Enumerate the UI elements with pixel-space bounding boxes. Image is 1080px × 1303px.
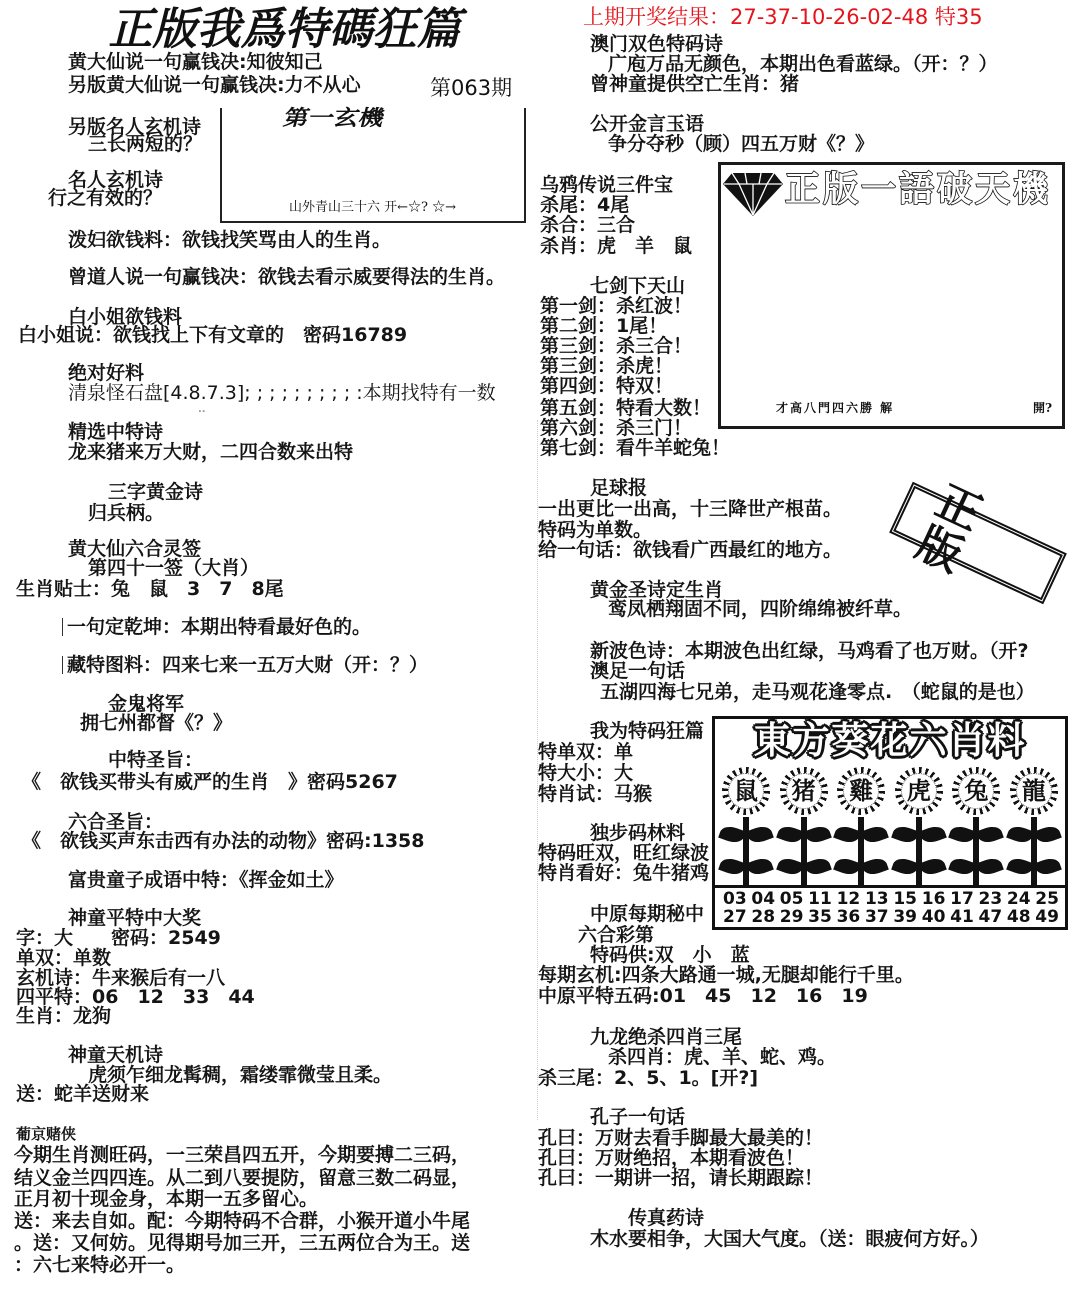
leaf-icon [977, 823, 1005, 845]
bai-xiaojie-title: 白小姐欲钱料 [68, 306, 183, 328]
dubu-title: 独步码林料 [590, 822, 686, 844]
leaf-icon [861, 823, 889, 845]
stem [916, 817, 922, 888]
lingban-poem-title: 另版名人玄机诗 [68, 116, 202, 138]
authentic-stamp: 正版 [889, 482, 1067, 605]
leaf-icon [891, 823, 919, 845]
qijian-line: 第二剑：1尾！ [540, 315, 668, 337]
lingban-poem-text: 三长两短的？ [88, 133, 203, 155]
number-cell: 37 [864, 907, 889, 927]
number-cell: 35 [808, 907, 832, 927]
number-cell: 49 [1035, 907, 1059, 927]
shentong-tianji-title: 神童天机诗 [68, 1044, 164, 1066]
number-cell: 40 [921, 907, 946, 927]
yiyu-box-footer-left: 才高八門四六勝 解 [776, 401, 895, 415]
qijian-line: 第七剑：看牛羊蛇兔！ [540, 437, 731, 459]
shentong-pingte-line: 玄机诗：牛来猴后有一八 [16, 967, 226, 989]
scan-bar [62, 618, 63, 636]
number-cell: 04 [751, 889, 776, 909]
kongzi-line: 孔曰：万财去看手脚最大最美的！ [538, 1127, 824, 1149]
kongzi-title: 孔子一句话 [590, 1106, 686, 1128]
wuya-line: 杀肖：虎 羊 鼠 [540, 235, 693, 257]
jinyan-text: 争分夺秒（顾）四五万财《？》 [608, 133, 875, 155]
huang-daxian-line-2: 另版黄大仙说一句赢钱决:力不从心 [68, 74, 361, 96]
number-cell: 13 [864, 889, 889, 909]
sunflower [776, 761, 832, 888]
sanzi-text: 归兵柄。 [88, 502, 165, 524]
aomen-kongwang: 曾神童提供空亡生肖：猪 [590, 73, 800, 95]
yiju-line [62, 617, 371, 637]
shentong-tianji-text: 虎须乍细龙髯稠，霜缕霏微莹且柔。 [88, 1064, 393, 1086]
wuya-title: 乌鸦传说三件宝 [540, 174, 674, 196]
sunflower [891, 761, 947, 888]
kuihua-numbers [715, 885, 1065, 927]
qijian-line: 第五剑：特看大数！ [540, 397, 712, 419]
qijian-line: 第一剑：杀红波！ [540, 295, 693, 317]
number-cell: 25 [1035, 889, 1059, 909]
lingqian-tips: 生肖贴士：兔 鼠 3 7 8尾 [16, 578, 284, 600]
number-cell: 03 [723, 889, 747, 909]
zhongyuan-title-1: 中原每期秘中 [590, 903, 705, 925]
jingui-title: 金鬼将军 [108, 693, 185, 715]
aozu-text: 五湖四海七兄弟，走马观花逢零点. （蛇鼠的是也） [600, 681, 1035, 703]
leaf-icon [718, 823, 746, 845]
zodiac-char: 兔 [958, 773, 994, 809]
kuangpian-line: 特单双：单 [538, 741, 634, 763]
sunflower-head-icon [837, 767, 885, 815]
fugui-line: 富贵童子成语中特：《挥金如土》 [68, 869, 344, 891]
leaf-icon [804, 823, 832, 845]
sunflower-head-icon [722, 767, 770, 815]
leaf-icon [919, 823, 947, 845]
sunflower-head-icon [895, 767, 943, 815]
number-cell: 24 [1006, 889, 1031, 909]
chuanzhen-title: 传真药诗 [628, 1207, 705, 1229]
qijian-title: 七剑下天山 [590, 275, 686, 297]
number-cell: 36 [836, 907, 861, 927]
leaf-icon [1006, 823, 1034, 845]
huang-daxian-line-1: 黄大仙说一句赢钱决:知彼知己 [68, 51, 323, 73]
zuqiu-line: 一出更比一出高，十三降世产根苗。 [538, 498, 843, 520]
leaf-icon [949, 855, 977, 877]
haoliao-title: 绝对好料 [68, 362, 145, 384]
stem [1031, 817, 1037, 888]
number-cell: 12 [836, 889, 861, 909]
leaf-icon [861, 855, 889, 877]
jinyan-title: 公开金言玉语 [590, 113, 705, 135]
kuangpian-line: 特肖试：马猴 [538, 783, 653, 805]
sunflower [718, 761, 774, 888]
shentong-pingte-line: 单双：单数 [16, 947, 112, 969]
liuhe-shengzhi-title: 六合圣旨： [68, 811, 164, 833]
shentong-pingte-line: 四平特：06 12 33 44 [16, 986, 255, 1008]
pujing-title: 葡京赌侠 [16, 1125, 77, 1143]
shentong-pingte-title: 神童平特中大奖 [68, 907, 202, 929]
pujing-line: ：六七来特必开一。 [14, 1254, 186, 1276]
stem [858, 817, 864, 888]
leaf-icon [833, 823, 861, 845]
kongzi-line: 孔曰：万财绝招，本期看波色！ [538, 1147, 805, 1169]
aomen-text: 广庖万品无颜色，本期出色看蓝绿。（开：？） [608, 53, 998, 75]
pujing-line: 正月初十现金身，本期一五多留心。 [14, 1188, 319, 1210]
haoliao-dots: .. [198, 404, 206, 415]
shentong-pingte-line: 生肖：龙狗 [16, 1005, 112, 1027]
kuangpian-title: 我为特码狂篇 [590, 720, 705, 742]
number-cell: 15 [893, 889, 918, 909]
famous-poem-text: 行之有效的？ [48, 187, 163, 209]
huangjin-text: 鸾凤栖翔固不同，四阶绵绵被纤草。 [608, 598, 913, 620]
leaf-icon [776, 855, 804, 877]
zhongyuan-line: 中原平特五码:01 45 12 16 19 [538, 985, 868, 1007]
jingxuan-text: 龙来猪来万大财，二四合数来出特 [68, 441, 354, 463]
kuihua-six-zodiac-box [712, 716, 1068, 930]
sunflower-head-icon [952, 767, 1000, 815]
leaf-icon [746, 823, 774, 845]
haoliao-text: 清泉怪石盘[4.8.7.3]; ; ; ; ; ; ; ; ; :本期找特有一数 [68, 382, 496, 404]
yiyu-box-title: 正版一語破天機 [785, 169, 1052, 210]
pofu-line: 泼妇欲钱料：欲钱找笑骂由人的生肖。 [68, 229, 392, 251]
xuanji-box-title: 第一玄機 [281, 105, 388, 130]
yiju-text: 一句定乾坤：本期出特看最好色的。 [67, 616, 372, 638]
cangte-line [62, 655, 428, 675]
number-cell: 11 [808, 889, 832, 909]
jiulong-kill-zodiac: 杀四肖：虎、羊、蛇、鸡。 [608, 1046, 837, 1068]
leaf-icon [1034, 855, 1062, 877]
bai-xiaojie-text: 白小姐说：欲钱找上下有文章的 密码16789 [18, 324, 408, 346]
leaf-icon [977, 855, 1005, 877]
leaf-icon [919, 855, 947, 877]
wuya-line: 杀尾：4尾 [540, 194, 630, 216]
pujing-line: 。送：又何妨。见得期号加三开，三五两位合为王。送 [14, 1232, 471, 1254]
scan-bar [62, 656, 63, 674]
number-cell: 29 [779, 907, 804, 927]
number-cell: 41 [950, 907, 974, 927]
qijian-line: 第六剑：杀三门！ [540, 417, 693, 439]
number-cell: 23 [978, 889, 1003, 909]
dubu-line: 特码旺双，旺红绿波 [538, 842, 710, 864]
numbers-row-2 [723, 908, 1059, 926]
aomen-title: 澳门双色特码诗 [590, 33, 724, 55]
pujing-line: 今期生肖测旺码，一三荣昌四五开，今期要搏二三码， [14, 1144, 471, 1166]
leaf-icon [833, 855, 861, 877]
kuangpian-line: 特大小：大 [538, 762, 634, 784]
number-cell: 27 [723, 907, 747, 927]
yiyu-potianji-box [718, 162, 1065, 429]
leaf-icon [776, 823, 804, 845]
cangte-text: 藏特图料：四来七来一五万大财（开：？） [67, 654, 429, 676]
sanzi-title: 三字黄金诗 [108, 481, 204, 503]
qijian-line: 第三剑：杀三合！ [540, 335, 693, 357]
lingqian-sign: 第四十一签（大肖） [88, 557, 260, 579]
leaf-icon [804, 855, 832, 877]
pujing-line: 结义金兰四四连。从二到八要提防，留意三数二码显， [14, 1167, 471, 1189]
jiulong-kill-tail: 杀三尾：2、5、1。[开?] [538, 1067, 759, 1089]
zeng-daoren-line: 曾道人说一句赢钱决：欲钱去看示威要得法的生肖。 [68, 266, 506, 288]
qijian-line: 第三剑：杀虎！ [540, 355, 674, 377]
diamond-icon [723, 169, 783, 217]
zodiac-char: 鼠 [728, 773, 764, 809]
zodiac-char: 虎 [901, 773, 937, 809]
zodiac-char: 猪 [786, 773, 822, 809]
famous-poem-title: 名人玄机诗 [68, 169, 164, 191]
zhongyuan-line: 每期玄机:四条大路通一城,无腿却能行千里。 [538, 964, 914, 986]
qijian-line: 第四剑：特双！ [540, 375, 674, 397]
sunflower [948, 761, 1004, 888]
chuanzhen-text: 木水要相争，大国大气度。（送：眼疲何方好。） [590, 1228, 990, 1250]
sunflower [1006, 761, 1062, 888]
kongzi-line: 孔曰：一期讲一招，请长期跟踪！ [538, 1167, 824, 1189]
last-draw-result: 上期开奖结果：27-37-10-26-02-48 特35 [583, 5, 983, 29]
wuya-line: 杀合：三合 [540, 214, 636, 236]
leaf-icon [1006, 855, 1034, 877]
kuihua-box-title: 東方葵花六肖料 [753, 719, 1027, 762]
zuqiu-title: 足球报 [590, 477, 648, 499]
zhongyuan-title-2: 六合彩第 [578, 924, 655, 946]
number-cell: 05 [779, 889, 804, 909]
stem [801, 817, 807, 888]
page-title: 正版我爲特碼狂篇 [105, 4, 471, 55]
zuqiu-line: 特码为单数。 [538, 519, 653, 541]
number-cell: 47 [978, 907, 1003, 927]
stem [743, 817, 749, 888]
leaf-icon [718, 855, 746, 877]
huangjin-title: 黄金圣诗定生肖 [590, 579, 724, 601]
leaf-icon [1034, 823, 1062, 845]
jingxuan-title: 精选中特诗 [68, 421, 164, 443]
zodiac-char: 雞 [843, 773, 879, 809]
issue-number: 第063期 [430, 76, 513, 100]
lingqian-title: 黄大仙六合灵签 [68, 538, 202, 560]
leaf-icon [891, 855, 919, 877]
aozu-title: 澳足一句话 [590, 660, 686, 682]
pujing-line: 送：来去自如。配：今期特码不合群，小猴开道小牛尾 [14, 1210, 471, 1232]
xuanji-box-footer: 山外青山三十六 开←☆? ☆→ [289, 200, 457, 215]
liuhe-shengzhi-text: 《 欲钱买声东击西有办法的动物》密码:1358 [22, 830, 425, 852]
number-cell: 48 [1006, 907, 1031, 927]
dubu-line: 特肖看好：兔牛猪鸡 [538, 862, 710, 884]
zhongte-shengzhi-text: 《 欲钱买带头有威严的生肖 》密码5267 [22, 771, 398, 793]
xuanji-box [220, 105, 526, 223]
zuqiu-line: 给一句话：欲钱看广西最红的地方。 [538, 539, 843, 561]
sunflower [833, 761, 889, 888]
jingui-text: 拥七州都督《？》 [80, 712, 233, 734]
leaf-icon [746, 855, 774, 877]
number-cell: 17 [950, 889, 974, 909]
xinbo-line: 新波色诗：本期波色出红绿，马鸡看了也万财。（开? [590, 640, 1029, 662]
stem [973, 817, 979, 888]
numbers-row-1 [723, 890, 1059, 908]
leaf-icon [949, 823, 977, 845]
number-cell: 39 [893, 907, 918, 927]
sunflower-head-icon [780, 767, 828, 815]
shentong-pingte-line: 字：大 密码：2549 [16, 927, 221, 949]
yiyu-box-footer-right: 開? [1033, 401, 1053, 415]
number-cell: 16 [921, 889, 946, 909]
jiulong-title: 九龙绝杀四肖三尾 [590, 1026, 743, 1048]
shentong-tianji-gift: 送：蛇羊送财来 [16, 1083, 150, 1105]
zhongyuan-line: 特码供:双 小 蓝 [590, 944, 750, 966]
zhongte-shengzhi-title: 中特圣旨： [108, 749, 204, 771]
sunflower-head-icon [1010, 767, 1058, 815]
sunflower-row [718, 761, 1062, 888]
number-cell: 28 [751, 907, 776, 927]
zodiac-char: 龍 [1016, 773, 1052, 809]
